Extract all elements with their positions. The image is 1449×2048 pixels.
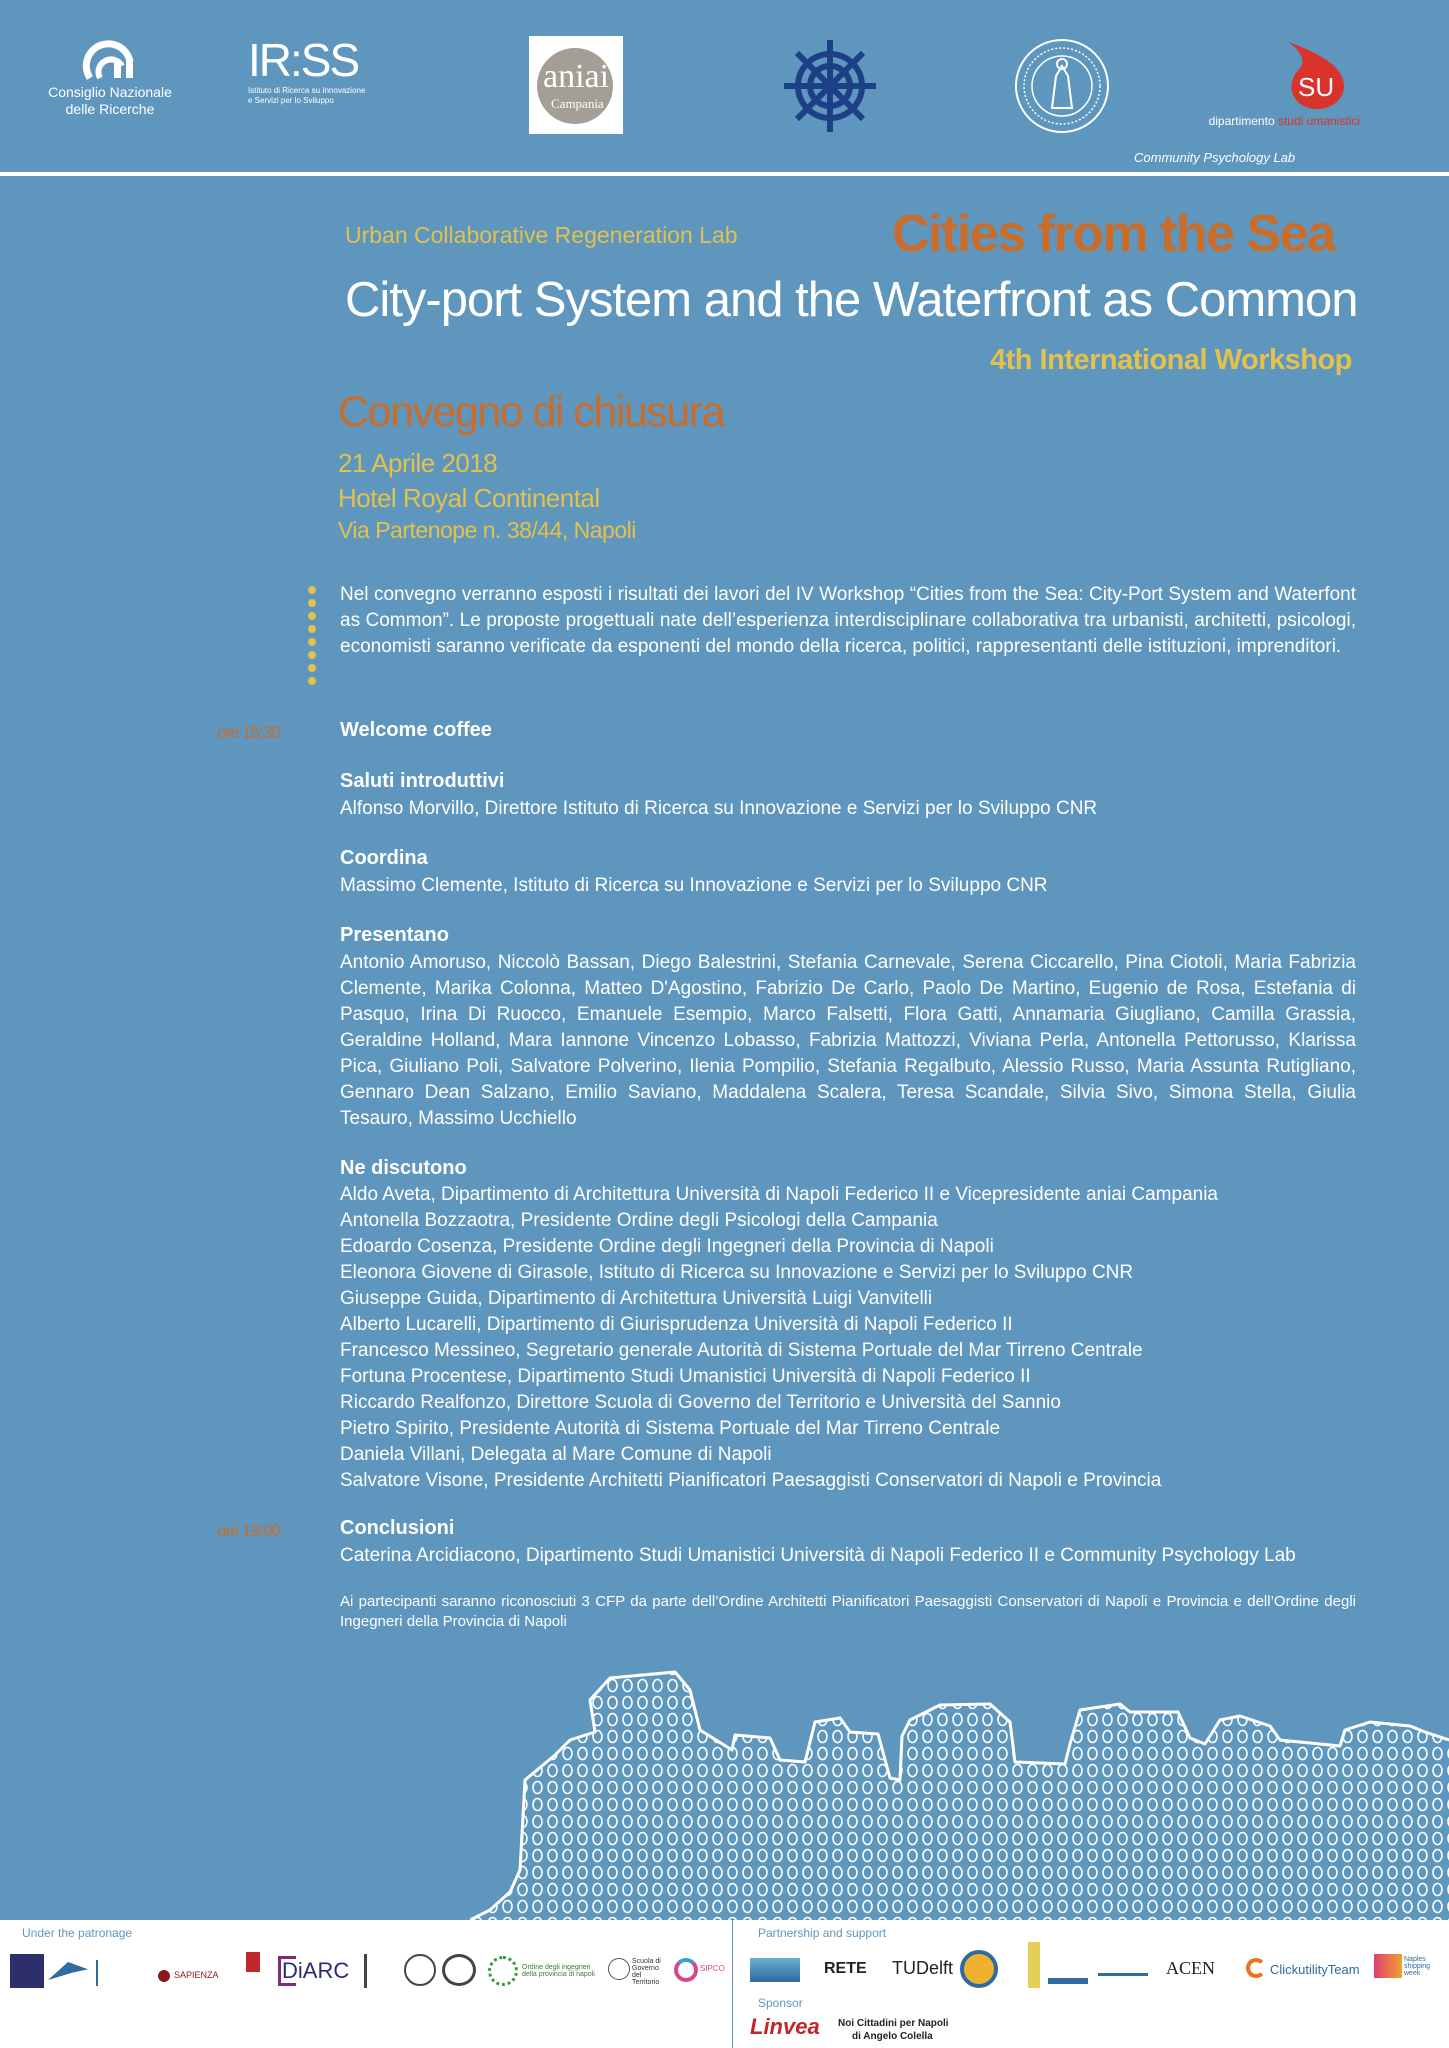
welcome-coffee-title: Welcome coffee — [340, 719, 492, 741]
intro-paragraph: Nel convegno verranno esposti i risultati dei lavori del IV Workshop “Cities from the Sea: City-Port System and Waterfont as Common”. Le proposte progettuali nate dell’esperienza interdisciplinare collaborativa tra urbanisti, architetti, psicologi, economisti saranno verificate da esponenti del mondo della ricerca, politici, rappresentanti delle istituzioni, imprenditori. — [340, 584, 1356, 657]
su-dep-prefix: dipartimento — [1208, 114, 1275, 128]
studi-umanistici-logo — [1190, 40, 1360, 130]
list-item: Eleonora Giovene di Girasole, Istituto di Ricerca su Innovazione e Servizi per lo Sviluppo CNR — [340, 1262, 1134, 1283]
conclusioni-text: Caterina Arcidiacono, Dipartimento Studi Umanistici Università di Napoli Federico II e Community Psychology Lab — [340, 1545, 1296, 1566]
cnr-name-line1: Consiglio Nazionale — [48, 84, 172, 100]
partner-mark-icon — [750, 1958, 800, 1982]
propeller-club-logo — [780, 36, 880, 136]
discutono-title: Ne discutono — [340, 1157, 467, 1179]
lab-title: Urban Collaborative Regeneration Lab — [345, 222, 738, 248]
presentano-title: Presentano — [340, 924, 449, 946]
time-label-start: ore 15:30 — [217, 723, 280, 742]
patronage-label: Under the patronage — [22, 1926, 133, 1940]
header-divider — [0, 172, 1449, 176]
page-subtitle: City-port System and the Waterfront as Common — [345, 273, 1358, 327]
irss-sub-line1: Istituto di Ricerca su Innovazione — [248, 86, 366, 95]
footer-sponsors — [0, 1920, 1449, 2048]
workshop-label: 4th International Workshop — [990, 344, 1352, 376]
list-item: Pietro Spirito, Presidente Autorità di Sistema Portuale del Mar Tirreno Centrale — [340, 1418, 1001, 1439]
university-seal-logo — [1012, 36, 1112, 136]
naples-shipping-icon — [1374, 1954, 1402, 1978]
dotted-bar-decoration — [306, 586, 318, 690]
sipco-emblem-icon — [674, 1958, 698, 1982]
irss-mark: IR:SS — [248, 34, 359, 86]
sponsor-label: Sponsor — [758, 1996, 803, 2010]
time-label-end: ore 19:00 — [217, 1521, 280, 1540]
diarc-logo: DiARC — [282, 1958, 350, 1983]
seal-logo-icon — [10, 1954, 44, 1988]
scuola-governo-logo: Scuola di Governo del Territorio — [632, 1958, 661, 1986]
scuola-emblem-icon — [608, 1958, 630, 1980]
authority-logo-icon — [96, 1960, 146, 1986]
list-item: Alberto Lucarelli, Dipartimento di Giurisprudenza Università di Napoli Federico II — [340, 1314, 1013, 1335]
bird-logo-icon — [48, 1962, 88, 1980]
acen-logo: ACEN — [1166, 1958, 1215, 1978]
naples-shipping-logo: Naples shipping week — [1404, 1956, 1431, 1977]
event-address: Via Partenope n. 38/44, Napoli — [338, 517, 636, 543]
noi-cittadini-line1: Noi Cittadini per Napoli — [838, 2018, 949, 2029]
ship-wheel-icon — [780, 36, 880, 136]
aniai-region: Campania — [551, 96, 604, 111]
clickutility-swirl-icon — [1246, 1958, 1266, 1978]
irss-logo — [248, 34, 388, 134]
list-item: Francesco Messineo, Segretario generale Autorità di Sistema Portuale del Mar Tirreno Centrale — [340, 1340, 1143, 1361]
list-item: Salvatore Visone, Presidente Architetti Pianificatori Paesaggisti Conservatori di Napoli e Provincia — [340, 1470, 1162, 1491]
list-item: Edoardo Cosenza, Presidente Ordine degli Ingegneri della Provincia di Napoli — [340, 1236, 994, 1257]
su-dep-suffix: studi umanistici — [1277, 114, 1360, 128]
saluti-text: Alfonso Morvillo, Direttore Istituto di Ricerca su Innovazione e Servizi per lo Sviluppo CNR — [340, 798, 1098, 819]
tower-logo-icon — [1028, 1942, 1040, 1988]
presentano-text: Antonio Amoruso, Niccolò Bassan, Diego Balestrini, Stefania Carnevale, Serena Ciccarello, Pina Ciotoli, Maria Fabrizia Clemente, Marika Colonna, Matteo D'Agostino, Fabrizio De Carlo, Paolo De Martino, Eugenio de Rosa, Estefania di Pasquo, Irina Di Ruocco, Emanuele Esempio, Marco Falsetti, Flora Gatti, Annamaria Giugliano, Camilla Grassia, Geraldine Holland, Mara Iannone Vincenzo Lobasso, Fabrizia Mattozzi, Viviana Perla, Antonella Pettorusso, Klarissa Pica, Giuliano Poli, Salvatore Polverino, Ilenia Pompilio, Stefania Regalbuto, Alessio Russo, Maria Assunta Rutigliano, Gennaro Dean Salzano, Emilio Saviano, Maddalena Scalera, Teresa Scandale, Silvia Sivo, Simona Stella, Giulia Tesauro, Massimo Ucchiello — [340, 952, 1356, 1129]
green-seal-logo-icon — [488, 1956, 518, 1986]
discussants-list — [340, 1182, 1400, 1494]
sipco-logo: SIPCO — [700, 1964, 725, 1973]
cnr-name-line2: delle Ricerche — [65, 101, 155, 117]
saluti-title: Saluti introduttivi — [340, 770, 505, 792]
su-department-label — [1209, 114, 1360, 128]
conclusioni-title: Conclusioni — [340, 1517, 455, 1539]
list-item: Daniela Villani, Delegata al Mare Comune di Napoli — [340, 1444, 772, 1465]
list-item: Riccardo Realfonzo, Direttore Scuola di Governo del Territorio e Università del Sannio — [340, 1392, 1061, 1413]
su-drop-icon — [1280, 40, 1350, 114]
coordina-text: Massimo Clemente, Istituto di Ricerca su Innovazione e Servizi per lo Sviluppo CNR — [340, 875, 1048, 896]
list-item: Aldo Aveta, Dipartimento di Architettura Università di Napoli Federico II e Vicepresidente aniai Campania — [340, 1184, 1218, 1205]
list-item: Antonella Bozzaotra, Presidente Ordine degli Psicologi della Campania — [340, 1210, 938, 1231]
napoli-comune-icon — [246, 1952, 260, 1972]
cnr-logo — [40, 28, 180, 138]
page-title: Cities from the Sea — [892, 205, 1335, 263]
waterfront-logo-icon — [1098, 1960, 1148, 1976]
community-psychology-lab: Community Psychology Lab — [1134, 150, 1296, 165]
tudelft-logo: TUDelft — [892, 1958, 954, 1978]
linvea-logo: Linvea — [750, 2014, 820, 2039]
sun-logo-icon — [960, 1950, 998, 1988]
clickutility-logo: ClickutilityTeam — [1270, 1962, 1360, 1977]
irss-sub-line2: e Servizi per lo Sviluppo — [248, 96, 334, 105]
list-item: Fortuna Procentese, Dipartimento Studi Umanistici Università di Napoli Federico II — [340, 1366, 1031, 1387]
figure-logo-icon — [364, 1954, 386, 1988]
a-circle-logo-icon — [404, 1954, 436, 1986]
ship-logo-icon — [1048, 1950, 1088, 1984]
sapienza-logo: SAPIENZA — [174, 1970, 219, 1980]
coordina-title: Coordina — [340, 847, 428, 869]
header-logos — [0, 0, 1449, 172]
cfp-note: Ai partecipanti saranno riconosciuti 3 CFP da parte dell’Ordine Architetti Pianificatori Paesaggisti Conservatori di Napoli e Provincia e dell’Ordine degli Ingegneri della Provincia di Napoli — [340, 1593, 1356, 1630]
rete-logo: RETE — [824, 1960, 867, 1977]
aniai-campania-logo — [529, 36, 623, 134]
aniai-wordmark: aniai — [543, 58, 610, 95]
footer-divider — [732, 1920, 733, 2048]
noi-cittadini-line2: di Angelo Colella — [852, 2031, 933, 2042]
rings-logo-icon — [442, 1954, 476, 1986]
city-skyline-illustration — [470, 1660, 1449, 1920]
event-title: Convegno di chiusura — [338, 388, 724, 436]
ordine-ingegneri-logo: Ordine degli ingegneri della provincia di napoli — [522, 1964, 595, 1978]
cnr-emblem-icon — [78, 28, 142, 84]
sapienza-emblem-icon — [158, 1970, 170, 1982]
su-mark: SU — [1298, 72, 1335, 102]
event-date: 21 Aprile 2018 — [338, 448, 498, 478]
list-item: Giuseppe Guida, Dipartimento di Architettura Università Luigi Vanvitelli — [340, 1288, 933, 1309]
university-seal-icon — [1012, 36, 1112, 136]
event-venue: Hotel Royal Continental — [338, 483, 600, 513]
partnership-label: Partnership and support — [758, 1926, 887, 1940]
